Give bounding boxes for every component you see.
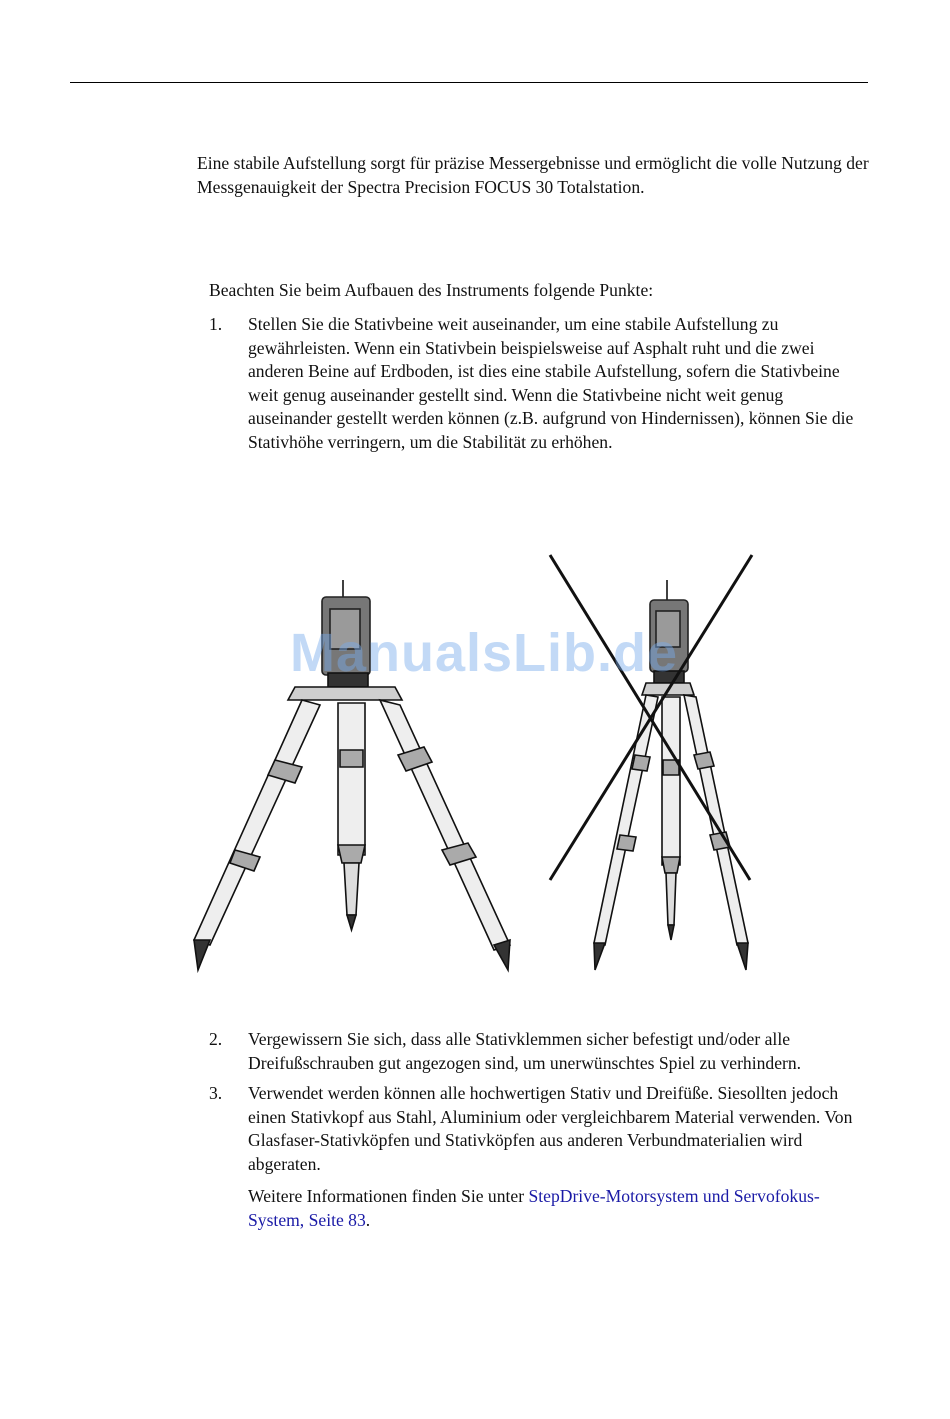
more-info-paragraph: [248, 1185, 868, 1232]
intro-paragraph: Eine stabile Aufstellung sorgt für präzise Messergebnisse und ermöglicht die volle Nutzung der Messgenauigkeit der Spectra Precision FOCUS 30 Totalstation.: [197, 153, 869, 197]
list-text: Vergewissern Sie sich, dass alle Stativklemmen sicher befestigt und/oder alle Dreifußschrauben gut angezogen sind, um unerwünschtes Spiel zu verhindern.: [248, 1029, 802, 1073]
more-info-suffix: .: [365, 1209, 371, 1230]
lead-paragraph: Beachten Sie beim Aufbauen des Instruments folgende Punkte:: [209, 280, 654, 300]
cross-reference-link[interactable]: StepDrive-Motorsystem und Servofokus-System, Seite 83: [248, 1186, 820, 1230]
list-text: Stellen Sie die Stativbeine weit auseinander, um eine stabile Aufstellung zu gewährleisten. Wenn ein Stativbein beispielsweise auf Asphalt ruht und die zwei anderen Beine auf Erdboden, ist dies eine stabile Aufstellung, sofern die Stativbeine weit genug auseinander gestellt sind. Wenn die Stativbeine nicht weit genug auseinander gestellt werden können (z.B. aufgrund von Hindernissen), können Sie die Stativhöhe verringern, um die Stabilität zu erhöhen.: [248, 314, 854, 452]
list-number: 1.: [209, 314, 223, 334]
tripod-illustration: [180, 545, 780, 985]
list-text: Verwendet werden können alle hochwertigen Stativ und Dreifüße. Siesollten jedoch einen Stativkopf aus Stahl, Aluminium oder vergleichbarem Material verwenden. Von Glasfaser-Stativköpfen und Stativköpfen aus anderen Verbundmaterialien wird abgeraten.: [248, 1083, 853, 1174]
list-number: 2.: [209, 1029, 223, 1049]
header-rule: [70, 82, 868, 83]
list-number: 3.: [209, 1083, 223, 1103]
watermark: ManualsLib.de: [290, 623, 679, 683]
more-info-prefix: Weitere Informationen finden Sie unter: [248, 1186, 529, 1206]
